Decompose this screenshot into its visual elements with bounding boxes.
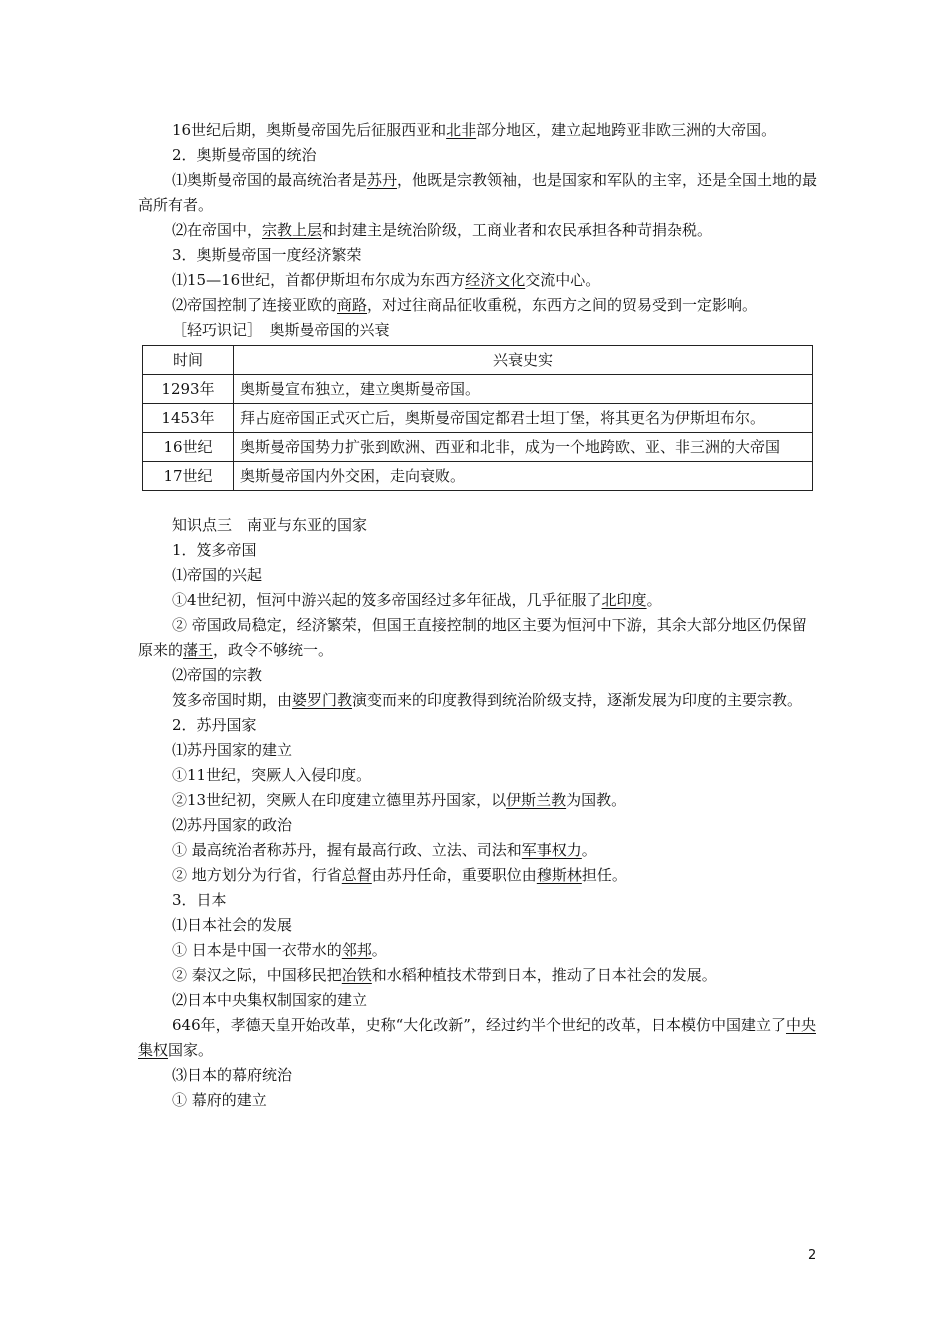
paragraph-delhi-sultanate: ②13世纪初，突厥人在印度建立德里苏丹国家，以伊斯兰教为国教。 bbox=[172, 791, 627, 809]
answer-blank: 北非 bbox=[446, 121, 477, 139]
paragraph-gupta-conquest: ①4世纪初，恒河中游兴起的笈多帝国经过多年征战，几乎征服了北印度。 bbox=[172, 591, 662, 609]
paragraph-hinduism: 笈多帝国时期，由婆罗门教演变而来的印度教得到统治阶级支持，逐渐发展为印度的主要宗教。 bbox=[172, 691, 803, 709]
answer-blank: 藩王 bbox=[183, 641, 214, 659]
cell-time: 1453年 bbox=[143, 404, 234, 433]
table-header-row bbox=[143, 346, 813, 375]
paragraph-iron-smelting: ② 秦汉之际，中国移民把冶铁和水稻种植技术带到日本，推动了日本社会的发展。 bbox=[172, 966, 717, 984]
paragraph-turk-invasion: ①11世纪，突厥人入侵印度。 bbox=[172, 766, 372, 784]
answer-blank: 中央集权 bbox=[138, 1016, 816, 1059]
cell-fact: 奥斯曼帝国势力扩张到欧洲、西亚和北非，成为一个地跨欧、亚、非三洲的大帝国 bbox=[234, 433, 813, 462]
cell-fact: 拜占庭帝国正式灭亡后，奥斯曼帝国定都君士坦丁堡，将其更名为伊斯坦布尔。 bbox=[234, 404, 813, 433]
header-time: 时间 bbox=[143, 346, 234, 375]
answer-blank: 总督 bbox=[341, 866, 372, 884]
heading-sultanate: 2．苏丹国家 bbox=[172, 716, 257, 734]
cell-time: 17世纪 bbox=[143, 462, 234, 491]
answer-blank: 经济文化 bbox=[465, 271, 526, 289]
answer-blank: 穆斯林 bbox=[536, 866, 582, 884]
paragraph-ruling-class: ⑵在帝国中，宗教上层和封建主是统治阶级，工商业者和农民承担各种苛捐杂税。 bbox=[172, 221, 713, 239]
heading-ottoman-economy: 3．奥斯曼帝国一度经济繁荣 bbox=[172, 246, 362, 264]
header-facts: 兴衰史实 bbox=[234, 346, 813, 375]
subheading-japan-centralization: ⑵日本中央集权制国家的建立 bbox=[172, 991, 368, 1009]
answer-blank: 宗教上层 bbox=[262, 221, 323, 239]
subheading-japan-society: ⑴日本社会的发展 bbox=[172, 916, 293, 934]
answer-blank: 军事权力 bbox=[521, 841, 582, 859]
paragraph-istanbul: ⑴15—16世纪，首都伊斯坦布尔成为东西方经济文化交流中心。 bbox=[172, 271, 601, 289]
answer-blank: 冶铁 bbox=[341, 966, 372, 984]
paragraph-trade-route: ⑵帝国控制了连接亚欧的商路，对过往商品征收重税，东西方之间的贸易受到一定影响。 bbox=[172, 296, 758, 314]
table-row bbox=[143, 404, 813, 433]
answer-blank: 婆罗门教 bbox=[292, 691, 353, 709]
cell-fact: 奥斯曼宣布独立，建立奥斯曼帝国。 bbox=[234, 375, 813, 404]
cell-time: 16世纪 bbox=[143, 433, 234, 462]
subheading-gupta-religion: ⑵帝国的宗教 bbox=[172, 666, 263, 684]
subheading-gupta-rise: ⑴帝国的兴起 bbox=[172, 566, 263, 584]
paragraph-provinces: ② 地方划分为行省，行省总督由苏丹任命，重要职位由穆斯林担任。 bbox=[172, 866, 627, 884]
paragraph-shogunate-founding: ① 幕府的建立 bbox=[172, 1091, 267, 1109]
paragraph-gupta-politics: ② 帝国政局稳定，经济繁荣，但国王直接控制的地区主要为恒河中下游，其余大部分地区仍保留原来的藩王，政令不够统一。 bbox=[138, 616, 807, 659]
table-row bbox=[143, 462, 813, 491]
heading-gupta: 1．笈多帝国 bbox=[172, 541, 257, 559]
subheading-sultanate-politics: ⑵苏丹国家的政治 bbox=[172, 816, 293, 834]
answer-blank: 伊斯兰教 bbox=[506, 791, 567, 809]
heading-japan: 3．日本 bbox=[172, 891, 227, 909]
table-row bbox=[143, 433, 813, 462]
subheading-shogunate: ⑶日本的幕府统治 bbox=[172, 1066, 293, 1084]
document-body bbox=[138, 118, 818, 1113]
answer-blank: 邻邦 bbox=[341, 941, 372, 959]
subheading-sultanate-founding: ⑴苏丹国家的建立 bbox=[172, 741, 293, 759]
answer-blank: 苏丹 bbox=[367, 171, 398, 189]
heading-ottoman-rule: 2．奥斯曼帝国的统治 bbox=[172, 146, 317, 164]
section-heading-k3: 知识点三 南亚与东亚的国家 bbox=[172, 516, 368, 534]
memory-tip-title: ［轻巧识记］ 奥斯曼帝国的兴衰 bbox=[172, 321, 390, 339]
answer-blank: 商路 bbox=[337, 296, 368, 314]
table-row bbox=[143, 375, 813, 404]
paragraph-sultan: ⑴奥斯曼帝国的最高统治者是苏丹，他既是宗教领袖，也是国家和军队的主宰，还是全国土地的最高所有者。 bbox=[138, 171, 818, 214]
cell-time: 1293年 bbox=[143, 375, 234, 404]
cell-fact: 奥斯曼帝国内外交困，走向衰败。 bbox=[234, 462, 813, 491]
answer-blank: 北印度 bbox=[601, 591, 647, 609]
ottoman-rise-fall-table bbox=[142, 345, 813, 491]
paragraph-neighbor: ① 日本是中国一衣带水的邻邦。 bbox=[172, 941, 387, 959]
paragraph-sultan-power: ① 最高统治者称苏丹，握有最高行政、立法、司法和军事权力。 bbox=[172, 841, 597, 859]
paragraph-taika-reform: 646年，孝德天皇开始改革，史称“大化改新”，经过约半个世纪的改革，日本模仿中国建立了中央集权国家。 bbox=[138, 1016, 816, 1059]
page-number: 2 bbox=[808, 1248, 817, 1263]
paragraph-ottoman-conquest: 16世纪后期，奥斯曼帝国先后征服西亚和北非部分地区，建立起地跨亚非欧三洲的大帝国。 bbox=[172, 121, 777, 139]
